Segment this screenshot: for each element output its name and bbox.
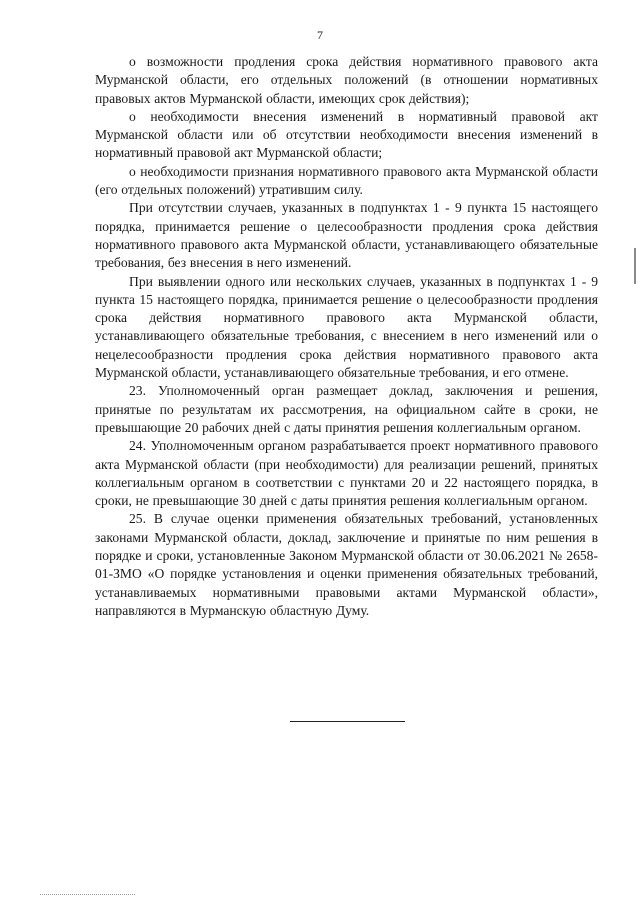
page-number: 7 [317,28,323,42]
paragraph-clause-24: 24. Уполномоченным органом разрабатывается проект нормативного правового акта Мурманской области (при необходимости) для реализации решений, принятых коллегиальным органом в соответствии с пунктами 20 и 22 настоящего порядка, в сроки, не превышающие 30 дней с даты принятия решения коллегиальным органом. [95,438,598,509]
bottom-scan-mark [40,894,135,895]
paragraph-no-cases-decision: При отсутствии случаев, указанных в подпунктах 1 - 9 пункта 15 настоящего порядка, принимается решение о целесообразности продления срока действия нормативного правового акта Мурманской области, устанавливающего обязательные требования, без внесения в него изменений. [95,200,598,271]
paragraph-clause-23: 23. Уполномоченный орган размещает доклад, заключения и решения, принятые по результатам их рассмотрения, на официальном сайте в сроки, не превышающие 20 рабочих дней с даты принятия решения коллегиальным органом. [95,383,598,435]
paragraph-extension-possibility: о возможности продления срока действия нормативного правового акта Мурманской области, его отдельных положений (в отношении нормативных правовых актов Мурманской области, имеющих срок действия); [95,54,598,106]
paragraph-clause-25: 25. В случае оценки применения обязательных требований, установленных законами Мурманской области, доклад, заключение и принятые по ним решения в порядке и сроки, установленные Законом Мурманской области от 30.06.2021 № 2658-01-ЗМО «О порядке установления и оценки применения обязательных требований, устанавливаемых нормативными правовыми актами Мурманской области», направляются в Мурманскую областную Думу. [95,511,598,618]
document-body [95,53,598,620]
margin-scan-mark [634,248,636,284]
end-separator-line [290,721,405,722]
paragraph-amendment-necessity: о необходимости внесения изменений в нормативный правовой акт Мурманской области или об отсутствии необходимости внесения изменений в нормативный правовой акт Мурманской области; [95,108,598,161]
paragraph-invalidation-necessity: о необходимости признания нормативного правового акта Мурманской области (его отдельных положений) утратившим силу. [95,163,598,198]
paragraph-cases-found-decision: При выявлении одного или нескольких случаев, указанных в подпунктах 1 - 9 пункта 15 настоящего порядка, принимается решение о целесообразности продления срока действия нормативного правового акта Мурманской области, устанавливающего обязательные требования, с внесением в него изменений или о нецелесообразности продления срока действия нормативного правового акта Мурманской области, устанавливающего обязательные требования, и его отмене. [95,273,598,381]
